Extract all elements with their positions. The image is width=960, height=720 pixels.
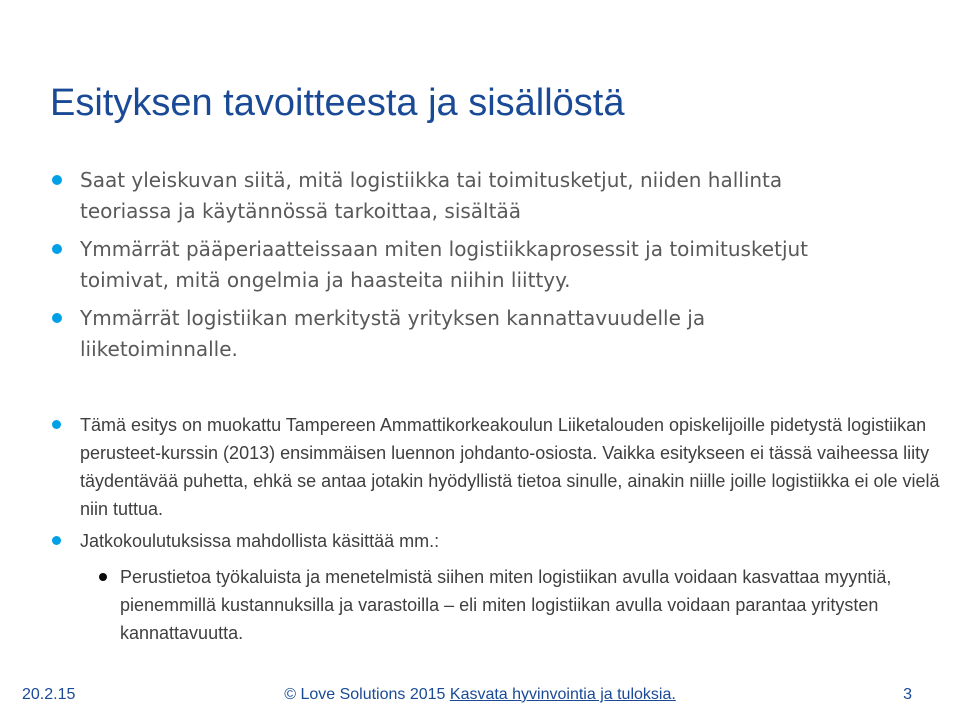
bullet-icon [52,244,62,254]
note-text: Jatkokoulutuksissa mahdollista käsittää mm.: [80,531,440,551]
objective-text: Ymmärrät logistiikan merkitystä yrityksen kannattavuudelle ja liiketoiminnalle. [80,306,706,361]
objective-text: Saat yleiskuvan siitä, mitä logistiikka tai toimitusketjut, niiden hallinta teoriassa ja käytännössä tarkoittaa, sisältää [80,168,783,223]
list-item [0,303,840,365]
sub-notes-list [80,563,940,647]
list-item [0,527,940,647]
list-item [0,411,940,523]
footer-copyright: © Love Solutions 2015 [284,686,446,703]
notes-list [0,411,960,651]
sub-note-text: Perustietoa työkaluista ja menetelmistä siihen miten logistiikan avulla voidaan kasvattaa myyntiä, pienemmillä kustannuksilla ja varastoilla – eli miten logistiikan avulla voidaan parantaa yritysten kannattavuutta. [120,567,892,643]
sub-bullet-icon [99,573,107,581]
footer-date: 20.2.15 [22,686,76,703]
list-item [0,165,840,227]
objective-text: Ymmärrät pääperiaatteissaan miten logistiikkaprosessit ja toimitusketjut toimivat, mitä ongelmia ja haasteita niihin liittyy. [80,237,809,292]
bullet-icon [52,420,61,429]
page-number: 3 [903,686,912,703]
list-item [0,234,840,296]
bullet-icon [52,175,62,185]
note-text: Tämä esitys on muokattu Tampereen Ammattikorkeakoulun Liiketalouden opiskelijoille pidetystä logistiikan perusteet-kurssin (2013) ensimmäisen luennon johdanto-osiosta. Vaikka esitykseen ei tässä vaiheessa liity täydentävää puhetta, ehkä se antaa jotakin hyödyllistä tietoa sinulle, ainakin niille joille logistiikka ei ole vielä niin tuttua. [80,415,940,519]
slide-title: Esityksen tavoitteesta ja sisällöstä [50,82,625,124]
objectives-list [0,165,960,372]
slide-footer [0,684,960,708]
footer-tagline: Kasvata hyvinvointia ja tuloksia. [449,686,676,703]
bullet-icon [52,536,61,545]
bullet-icon [52,313,62,323]
footer-center [0,686,960,704]
list-item [80,563,920,647]
